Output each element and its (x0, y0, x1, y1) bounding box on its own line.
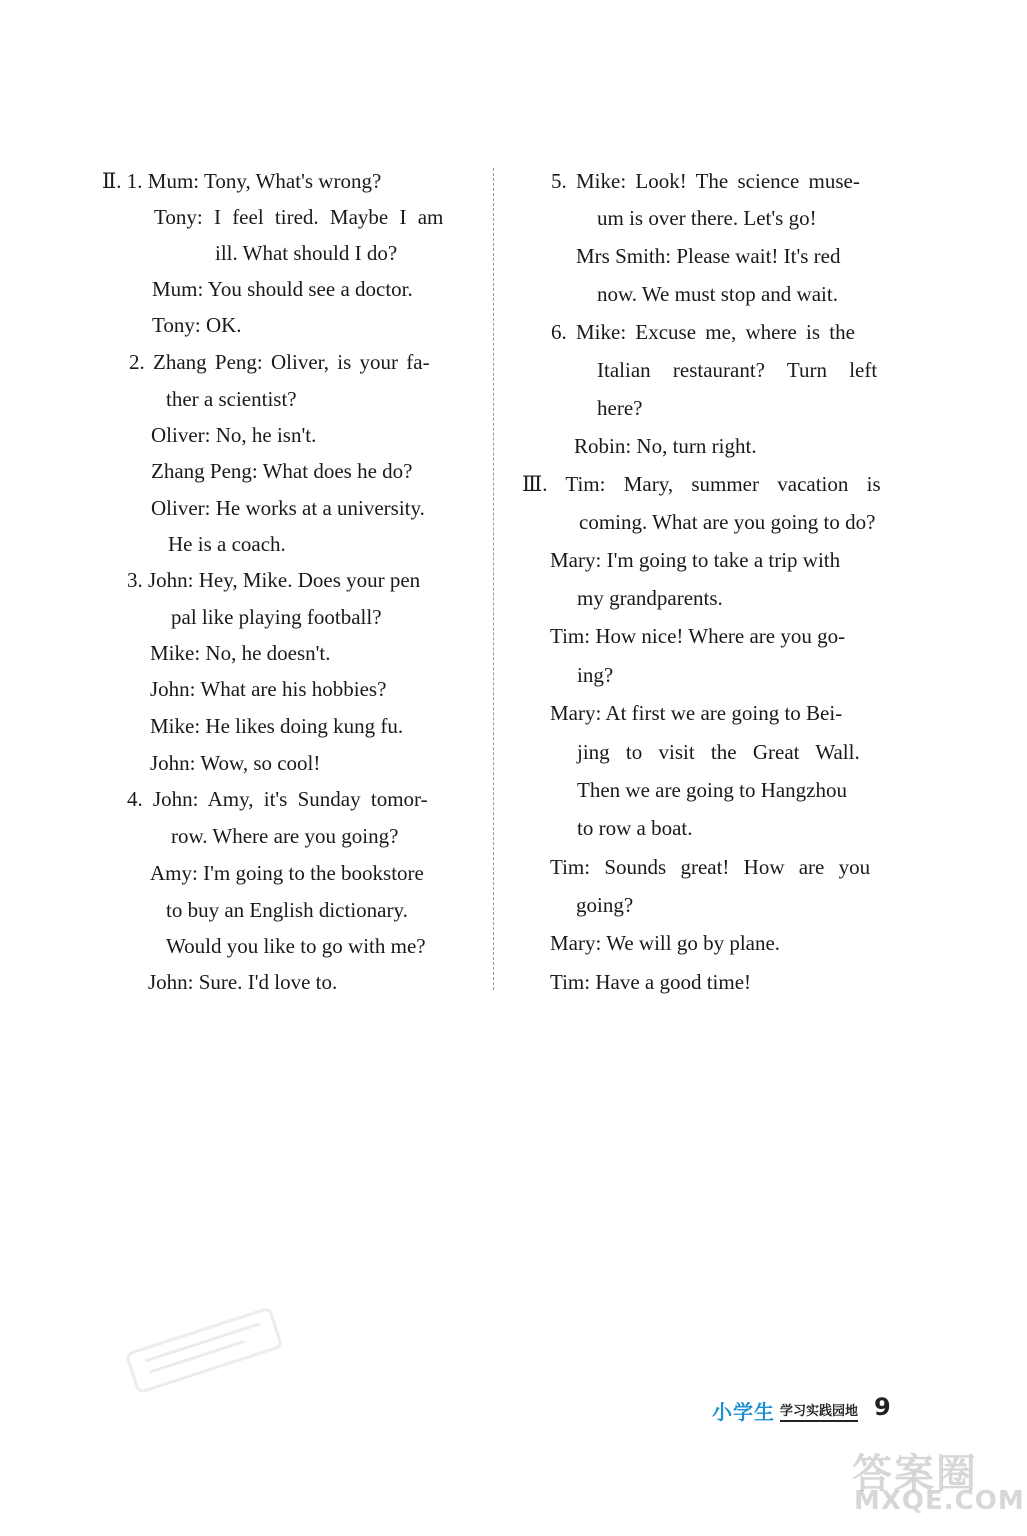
text-line: Mary: We will go by plane. (550, 931, 781, 955)
text-line: Mary: At first we are going to Bei- (550, 701, 843, 725)
watermark-line1: 答案圈 (852, 1451, 978, 1497)
text-line: John: What are his hobbies? (150, 677, 387, 701)
text-line: 5. Mike: Look! The science muse- (551, 169, 860, 193)
column-divider (493, 168, 494, 990)
page-footer (0, 1393, 1027, 1426)
text-line: ther a scientist? (166, 387, 297, 411)
text-line: Would you like to go with me? (166, 934, 426, 958)
text-line: Then we are going to Hangzhou (577, 778, 847, 802)
text-line: Tim: How nice! Where are you go- (550, 624, 846, 648)
watermark-line2: MXQE.COM (854, 1486, 1025, 1516)
text-line: Tim: Have a good time! (550, 970, 752, 994)
text-line: ill. What should I do? (215, 241, 398, 265)
text-line: 6. Mike: Excuse me, where is the (551, 320, 855, 344)
text-line: Oliver: He works at a university. (151, 496, 425, 520)
text-line: 3. John: Hey, Mike. Does your pen (127, 568, 421, 592)
text-line: jing to visit the Great Wall. (577, 740, 860, 764)
text-line: my grandparents. (577, 586, 723, 610)
text-line: Mike: He likes doing kung fu. (150, 714, 404, 738)
text-line: Zhang Peng: What does he do? (151, 459, 413, 483)
text-line: Ⅱ. 1. Mum: Tony, What's wrong? (102, 169, 382, 193)
text-line: Mary: I'm going to take a trip with (550, 548, 841, 572)
text-line: 4. John: Amy, it's Sunday tomor- (127, 787, 428, 811)
text-line: pal like playing football? (171, 605, 382, 629)
text-line: to row a boat. (577, 816, 693, 840)
text-line: row. Where are you going? (171, 824, 399, 848)
text-line: He is a coach. (168, 532, 286, 556)
text-line: um is over there. Let's go! (597, 206, 817, 230)
text-line: ing? (577, 663, 614, 687)
text-line: coming. What are you going to do? (579, 510, 876, 534)
text-line: 2. Zhang Peng: Oliver, is your fa- (129, 350, 430, 374)
text-line: to buy an English dictionary. (166, 898, 408, 922)
text-line: Mum: You should see a doctor. (152, 277, 413, 301)
text-line: Mike: No, he doesn't. (150, 641, 331, 665)
text-line: now. We must stop and wait. (597, 282, 838, 306)
footer-brand: 小学生 (712, 1400, 775, 1424)
text-line: Tony: I feel tired. Maybe I am (154, 205, 444, 229)
footer-subtitle: 学习实践园地 (780, 1400, 858, 1422)
text-line: John: Wow, so cool! (150, 751, 321, 775)
text-line: Tim: Sounds great! How are you (550, 855, 871, 879)
page-number: 9 (874, 1393, 891, 1421)
text-line: Tony: OK. (152, 313, 242, 337)
text-line: John: Sure. I'd love to. (148, 970, 338, 994)
watermark-logo (852, 1442, 1025, 1522)
text-line: Italian restaurant? Turn left (597, 358, 878, 382)
text-line: Oliver: No, he isn't. (151, 423, 317, 447)
text-line: Ⅲ. Tim: Mary, summer vacation is (522, 472, 881, 496)
text-line: going? (576, 893, 634, 917)
text-line: here? (597, 396, 643, 420)
text-line: Robin: No, turn right. (574, 434, 757, 458)
text-line: Amy: I'm going to the bookstore (150, 861, 424, 885)
text-line: Mrs Smith: Please wait! It's red (576, 244, 841, 268)
faint-stamp-icon (120, 1297, 291, 1404)
